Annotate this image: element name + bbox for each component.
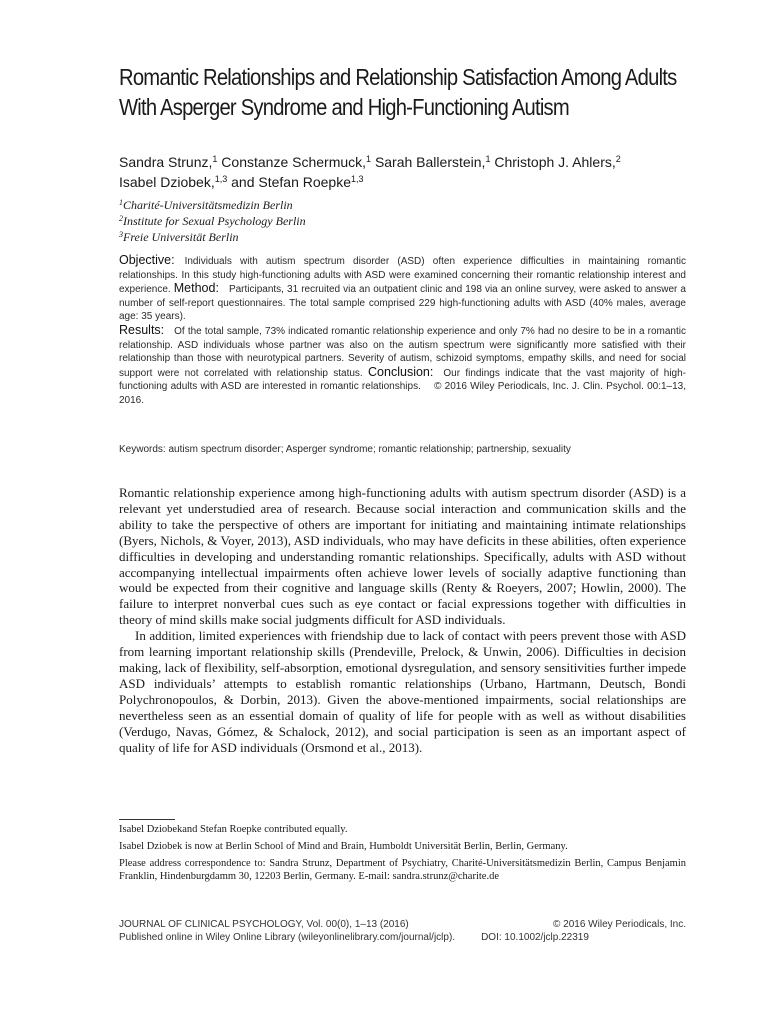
article-body [119, 485, 686, 755]
author-affil-sup: 1 [485, 154, 491, 164]
footer-copyright: © 2016 Wiley Periodicals, Inc. [553, 919, 686, 930]
article-title [119, 62, 677, 122]
doi: DOI: 10.1002/jclp.22319 [481, 932, 589, 943]
journal-citation: JOURNAL OF CLINICAL PSYCHOLOGY, Vol. 00(0), 1–13 (2016) [119, 919, 409, 930]
affiliation [119, 229, 686, 245]
conclusion-heading: Conclusion: [368, 364, 434, 379]
author-list [119, 152, 686, 192]
affiliation-sup: 2 [119, 214, 123, 223]
title-line-2: With Asperger Syndrome and High-Functioning Autism [119, 94, 569, 120]
footnotes [119, 823, 686, 887]
abstract-copyright: © 2016 Wiley Periodicals, Inc. J. Clin. Psychol. 00:1–13, 2016. [119, 381, 687, 406]
author-affil-sup: 1,3 [214, 174, 228, 184]
objective-text: Individuals with autism spectrum disorder (ASD) often experience difficulties in maintaining romantic relationships. In this study high-functioning adults with ASD were examined concerning their romantic relationship interest and experience. [119, 256, 686, 296]
method-heading: Method: [173, 281, 219, 296]
affiliation-text: Institute for Sexual Psychology Berlin [123, 214, 306, 228]
method-text: Participants, 31 recruited via an outpatient clinic and 198 via an online survey, were asked to answer a number of self-report questionnaires. The total sample comprised 229 high-functioning adults with ASD (40% males, average age: 35 years). [119, 284, 686, 323]
keywords: Keywords: autism spectrum disorder; Asperger syndrome; romantic relationship; partnership, sexuality [119, 444, 571, 455]
footnote: Isabel Dziobekand Stefan Roepke contributed equally. [119, 824, 348, 835]
affiliation [119, 197, 686, 213]
abstract [119, 254, 686, 408]
body-paragraph: In addition, limited experiences with friendship due to lack of contact with peers prevent those with ASD from learning important relationship skills (Prendeville, Prelock, & Unwin, 2006). Difficulties in decision making, lack of flexibility, self-absorption, emotional dysregulation, and sensory sensitivities further impede ASD individuals’ attempts to establish romantic relationships (Urbano, Hartmann, Deutsch, Bondi Polychronopoulos, & Dorbin, 2013). Given the above-mentioned impairments, social relationships are nevertheless seen as an essential domain of quality of life for people with as well as without disabilities (Verdugo, Navas, Gómez, & Schalock, 2012), and social participation is seen as an important aspect of quality of life for ASD individuals (Orsmond et al., 2013). [119, 628, 686, 755]
author-affil-sup: 1 [212, 154, 218, 164]
title-line-1: Romantic Relationships and Relationship Satisfaction Among Adults [119, 64, 677, 90]
affiliation-text: Freie Universität Berlin [123, 230, 239, 244]
results-heading: Results: [119, 322, 165, 337]
footnote: Please address correspondence to: Sandra Strunz, Department of Psychiatry, Charité-Universitätsmedizin Berlin, Campus Benjamin Franklin, Hindenburgdamm 30, 12203 Berlin, Germany. E-mail: sandra.strunz@charite.de [119, 858, 686, 882]
author: Constanze Schermuck, [221, 154, 367, 170]
affiliation-sup: 1 [119, 198, 123, 207]
footnote-rule [119, 819, 175, 820]
objective-heading: Objective: [119, 253, 175, 267]
author: Isabel Dziobek, [119, 174, 215, 190]
affiliation [119, 213, 686, 229]
published-online: Published online in Wiley Online Library (wileyonlinelibrary.com/journal/jclp). [119, 932, 456, 943]
author: Sandra Strunz, [119, 154, 213, 170]
author-affil-sup: 1,3 [351, 174, 364, 184]
author: and Stefan Roepke [231, 174, 351, 190]
conclusion-text: Our findings indicate that the vast majority of high-functioning adults with ASD are interested in romantic relationships. [119, 367, 687, 393]
author-affil-sup: 1 [366, 154, 372, 164]
page-footer [119, 918, 686, 944]
affiliation-sup: 3 [119, 230, 123, 239]
author-affil-sup: 2 [615, 154, 621, 164]
footnote: Isabel Dziobek is now at Berlin School of Mind and Brain, Humboldt Universität Berlin, Berlin, Germany. [119, 841, 568, 852]
affiliation-text: Charité-Universitätsmedizin Berlin [123, 198, 293, 212]
body-paragraph: Romantic relationship experience among high-functioning adults with autism spectrum disorder (ASD) is a relevant yet understudied area of research. Because social interaction and communication skills and the ability to take the perspective of others are important for initiating and maintaining intimate relationships (Byers, Nichols, & Voyer, 2013), ASD individuals, who may have deficits in these abilities, often experience difficulties in developing and understanding romantic relationships. Specifically, adults with ASD without accompanying intellectual impairments often achieve lower levels of socially adaptive functioning than would be expected from their cognitive and language skills (Renty & Roeyers, 2007; Howlin, 2000). The failure to interpret nonverbal cues such as eye contact or facial expressions together with difficulties in theory of mind skills make social judgments difficult for ASD individuals. [119, 485, 686, 628]
author: Christoph J. Ahlers, [494, 154, 616, 170]
affiliation-list [119, 197, 686, 245]
author: Sarah Ballerstein, [374, 154, 486, 170]
results-text: Of the total sample, 73% indicated romantic relationship experience and only 7% had no desire to be in a romantic relationship. ASD individuals whose partner was also on the autism spectrum were significantly more satisfied with their relationship than those with neurotypical partners. Severity of autism, schizoid symptoms, empathy skills, and need for social support were not correlated with relationship status. [119, 325, 686, 379]
